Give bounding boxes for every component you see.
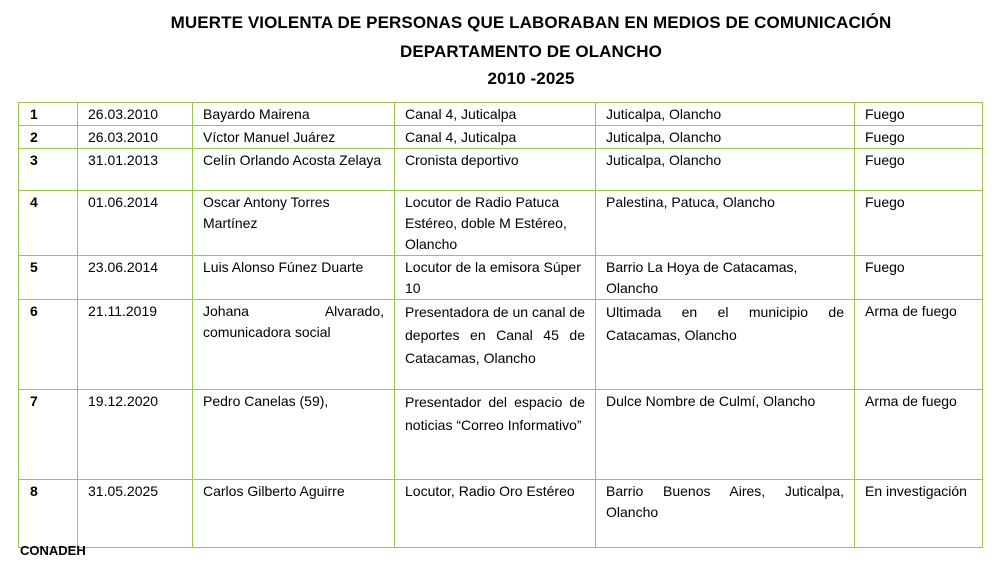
table-row xyxy=(19,191,983,256)
place-cell: Palestina, Patuca, Olancho xyxy=(596,191,855,256)
occupation-cell: Locutor, Radio Oro Estéreo xyxy=(395,480,596,548)
name-cell: Bayardo Mairena xyxy=(193,103,395,126)
place-cell: Juticalpa, Olancho xyxy=(596,103,855,126)
date-cell: 31.05.2025 xyxy=(78,480,193,548)
date-cell: 19.12.2020 xyxy=(78,390,193,480)
date-cell: 23.06.2014 xyxy=(78,256,193,300)
date-cell: 26.03.2010 xyxy=(78,103,193,126)
date-cell: 31.01.2013 xyxy=(78,149,193,191)
cause-cell: Fuego xyxy=(855,191,983,256)
name-cell: Pedro Canelas (59), xyxy=(193,390,395,480)
row-number: 3 xyxy=(19,149,78,191)
row-number: 4 xyxy=(19,191,78,256)
occupation-cell: Canal 4, Juticalpa xyxy=(395,103,596,126)
table-row xyxy=(19,300,983,390)
name-cell: Víctor Manuel Juárez xyxy=(193,126,395,149)
cause-cell: Fuego xyxy=(855,149,983,191)
row-number: 2 xyxy=(19,126,78,149)
occupation-cell: Canal 4, Juticalpa xyxy=(395,126,596,149)
name-cell: Johana Alvarado, comunicadora social xyxy=(193,300,395,390)
cause-cell: Fuego xyxy=(855,256,983,300)
occupation-cell: Presentador del espacio de noticias “Correo Informativo” xyxy=(395,390,596,480)
document-title xyxy=(0,10,1000,92)
date-cell: 26.03.2010 xyxy=(78,126,193,149)
occupation-cell: Locutor de Radio Patuca Estéreo, doble M Estéreo, Olancho xyxy=(395,191,596,256)
place-cell: Barrio Buenos Aires, Juticalpa, Olancho xyxy=(596,480,855,548)
cause-cell: Fuego xyxy=(855,103,983,126)
occupation-cell: Locutor de la emisora Súper 10 xyxy=(395,256,596,300)
place-cell: Juticalpa, Olancho xyxy=(596,149,855,191)
row-number: 6 xyxy=(19,300,78,390)
table-row xyxy=(19,390,983,480)
place-cell: Dulce Nombre de Culmí, Olancho xyxy=(596,390,855,480)
title-line-2: DEPARTAMENTO DE OLANCHO xyxy=(399,42,663,61)
title-line-1: MUERTE VIOLENTA DE PERSONAS QUE LABORABAN EN MEDIOS DE COMUNICACIÓN xyxy=(170,13,892,32)
source-footer: CONADEH xyxy=(20,543,86,558)
table-row xyxy=(19,480,983,548)
row-number: 8 xyxy=(19,480,78,548)
place-cell: Barrio La Hoya de Catacamas, Olancho xyxy=(596,256,855,300)
victims-table xyxy=(18,102,983,548)
place-cell: Ultimada en el municipio de Catacamas, Olancho xyxy=(596,300,855,390)
date-cell: 01.06.2014 xyxy=(78,191,193,256)
date-cell: 21.11.2019 xyxy=(78,300,193,390)
cause-cell: Arma de fuego xyxy=(855,300,983,390)
title-line-3: 2010 -2025 xyxy=(487,69,575,88)
name-cell: Celín Orlando Acosta Zelaya xyxy=(193,149,395,191)
cause-cell: En investigación xyxy=(855,480,983,548)
cause-cell: Fuego xyxy=(855,126,983,149)
cause-cell: Arma de fuego xyxy=(855,390,983,480)
table-row xyxy=(19,103,983,126)
row-number: 7 xyxy=(19,390,78,480)
table-row xyxy=(19,126,983,149)
table-row xyxy=(19,149,983,191)
table-row xyxy=(19,256,983,300)
name-cell: Luis Alonso Fúnez Duarte xyxy=(193,256,395,300)
name-cell: Carlos Gilberto Aguirre xyxy=(193,480,395,548)
occupation-cell: Presentadora de un canal de deportes en Canal 45 de Catacamas, Olancho xyxy=(395,300,596,390)
place-cell: Juticalpa, Olancho xyxy=(596,126,855,149)
row-number: 1 xyxy=(19,103,78,126)
row-number: 5 xyxy=(19,256,78,300)
occupation-cell: Cronista deportivo xyxy=(395,149,596,191)
name-cell: Oscar Antony Torres Martínez xyxy=(193,191,395,256)
